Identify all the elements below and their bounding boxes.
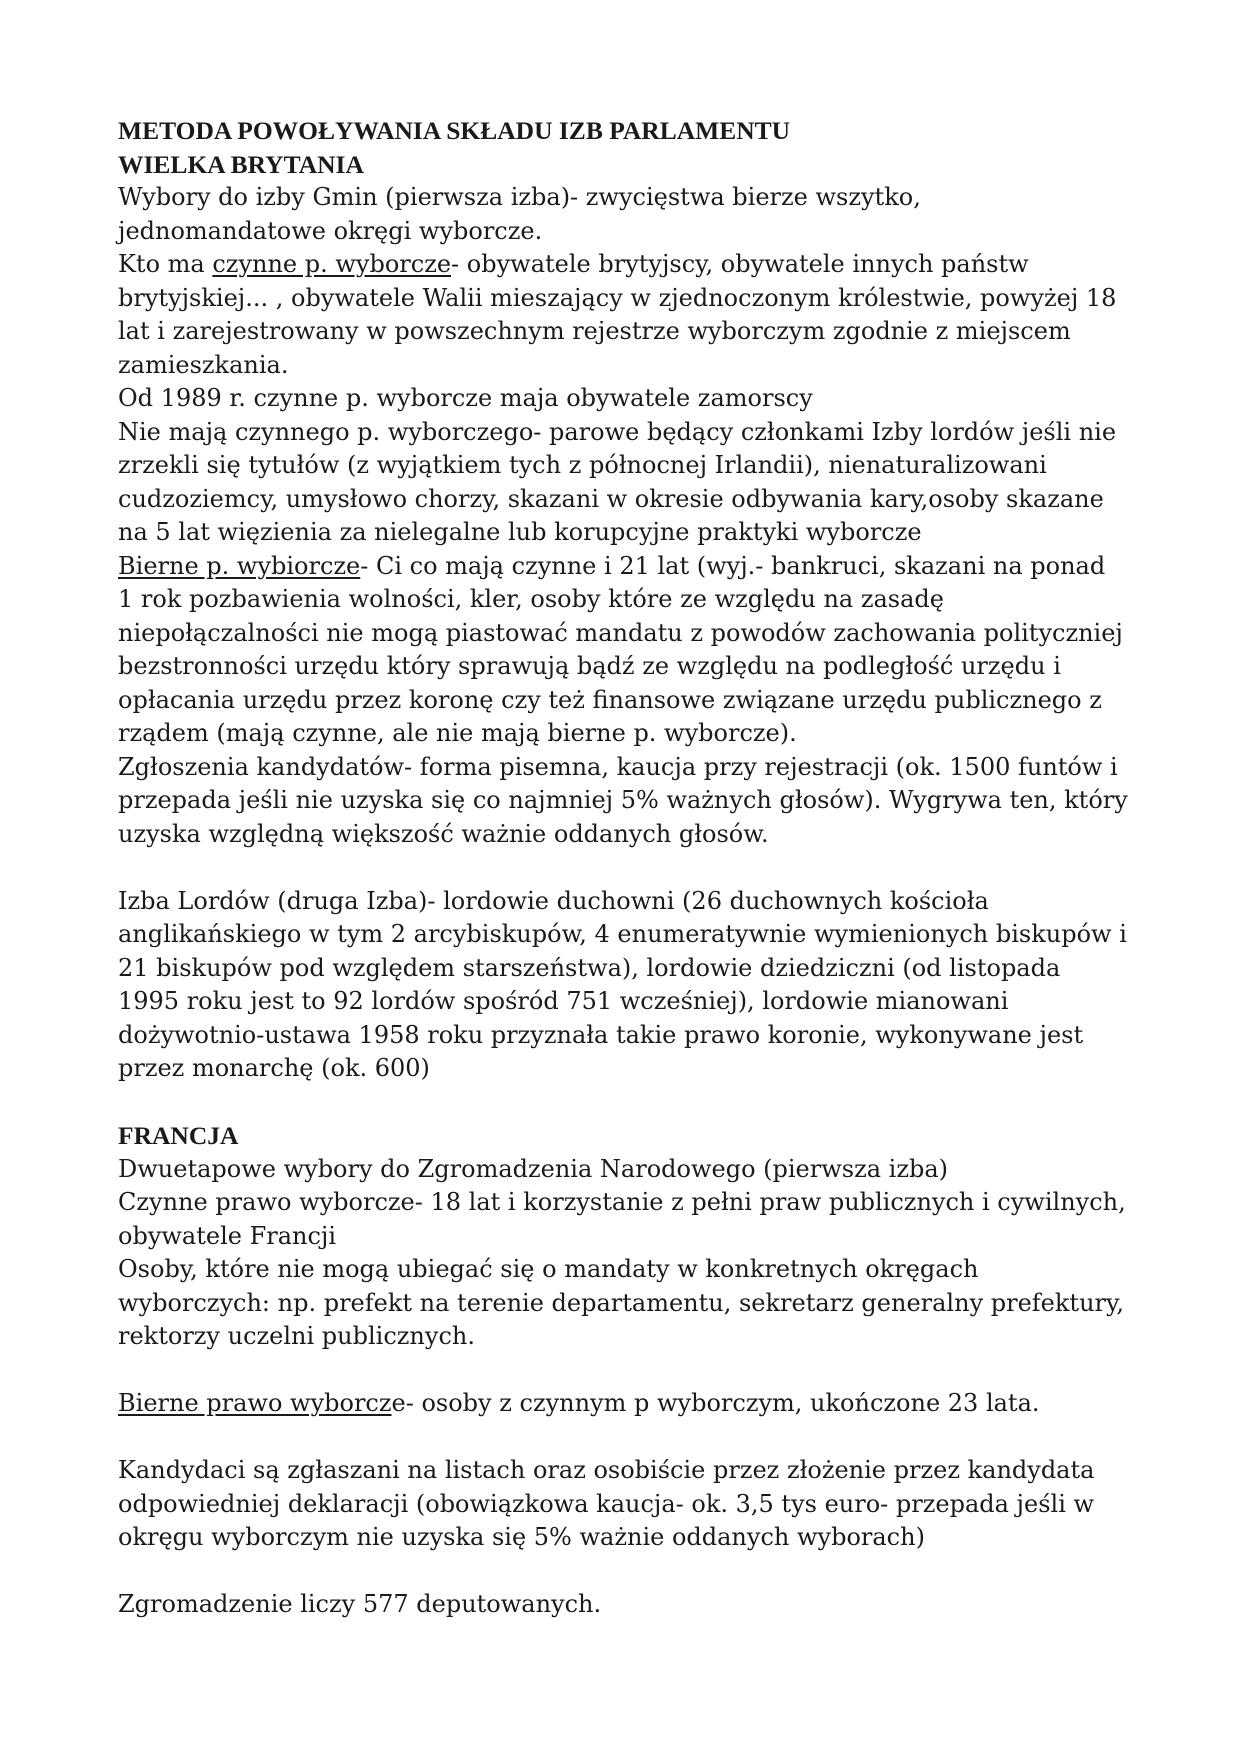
text-span: - Ci co mają czynne i 21 lat (wyj.- bankruci, skazani na ponad 1 rok pozbawienia wolności, kler, osoby które ze względu na zasadę niepołączalności nie mogą piastować mandatu z powodów zachowania polityczniej bezstronności urzędu który sprawują bądź ze względu na podległość urzędu i opłacania urzędu przez koronę czy też finansowe związane urzędu publicznego z rządem (mają czynne, ale nie mają bierne p. wyborcze). <box>118 551 1123 747</box>
text-span: Kto ma <box>118 250 213 278</box>
document-title: METODA POWOŁYWANIA SKŁADU IZB PARLAMENTU <box>118 116 791 145</box>
blank-line <box>118 1086 1128 1120</box>
paragraph <box>118 248 1128 382</box>
paragraph <box>118 550 1128 751</box>
section-heading-france: FRANCJA <box>118 1121 239 1150</box>
underlined-term: Bierne prawo wyborcz <box>118 1389 392 1417</box>
paragraph: Kandydaci są zgłaszani na listach oraz osobiście przez złożenie przez kandydata odpowiedniej deklaracji (obowiązkowa kaucja- ok. 3,5 tys euro- przepada jeśli w okręgu wyborczym nie uzyska się 5% ważnie oddanych wyborach) <box>118 1456 1095 1551</box>
paragraph: Dwuetapowe wybory do Zgromadzenia Narodowego (pierwsza izba) <box>118 1154 949 1183</box>
paragraph: Zgłoszenia kandydatów- forma pisemna, kaucja przy rejestracji (ok. 1500 funtów i przepada jeśli nie uzyska się co najmniej 5% ważnych głosów). Wygrywa ten, który uzyska względną większość ważnie oddanych głosów. <box>118 752 1128 848</box>
paragraph: Czynne prawo wyborcze- 18 lat i korzystanie z pełni praw publicznych i cywilnych, obywatele Francji <box>118 1188 1126 1250</box>
paragraph <box>118 1387 1128 1421</box>
section-heading-uk: WIELKA BRYTANIA <box>118 149 364 179</box>
paragraph: Od 1989 r. czynne p. wyborcze maja obywatele zamorscy <box>118 384 813 412</box>
blank-line <box>118 1421 1128 1455</box>
blank-line <box>118 1354 1128 1388</box>
paragraph: Wybory do izby Gmin (pierwsza izba)- zwycięstwa bierze wszytko, jednomandatowe okręgi wyborcze. <box>118 183 921 245</box>
underlined-term: czynne p. wyborcze <box>212 250 452 278</box>
underlined-term: Bierne p. wybiorcze <box>118 551 361 580</box>
blank-line <box>118 1555 1128 1589</box>
paragraph: Nie mają czynnego p. wyborczego- parowe będący członkami Izby lordów jeśli nie zrzekli się tytułów (z wyjątkiem tych z północnej Irlandii), nienaturalizowani cudzoziemcy, umysłowo chorzy, skazani w okresie odbywania kary,osoby skazane na 5 lat więzienia za nielegalne lub korupcyjne praktyki wyborcze <box>118 417 1117 546</box>
text-span: - obywatele brytyjscy, obywatele innych państw brytyjskiej... , obywatele Walii mieszający w zjednoczonym królestwie, powyżej 18 lat i zarejestrowany w powszechnym rejestrze wyborczym zgodnie z miejscem zamieszkania. <box>118 250 1117 379</box>
paragraph: Zgromadzenie liczy 577 deputowanych. <box>118 1590 602 1618</box>
paragraph: Osoby, które nie mogą ubiegać się o mandaty w konkretnych okręgach wyborczych: np. prefekt na terenie departamentu, sekretarz generalny prefektury, rektorzy uczelni publicznych. <box>118 1255 1124 1350</box>
text-span: e- osoby z czynnym p wyborczym, ukończone 23 lata. <box>391 1389 1040 1417</box>
paragraph: Izba Lordów (druga Izba)- lordowie duchowni (26 duchownych kościoła anglikańskiego w tym 2 arcybiskupów, 4 enumeratywnie wymienionych biskupów i 21 biskupów pod względem starszeństwa), lordowie dziedziczni (od listopada 1995 roku jest to 92 lordów spośród 751 wcześniej), lordowie mianowani dożywotnio-ustawa 1958 roku przyznała takie prawo koronie, wykonywane jest przez monarchę (ok. 600) <box>118 886 1127 1082</box>
blank-line <box>118 851 1128 885</box>
document-page <box>118 114 1128 1622</box>
